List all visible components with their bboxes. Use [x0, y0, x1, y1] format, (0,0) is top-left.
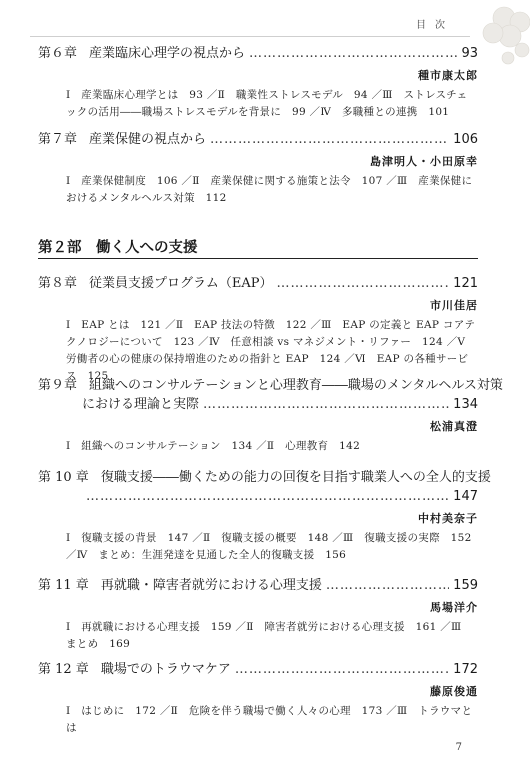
chapter-12-entry	[38, 660, 478, 737]
chapter-number: 第 11 章	[38, 578, 89, 593]
chapter-7-entry	[38, 130, 478, 207]
leader-dots	[86, 487, 449, 506]
page-number: 7	[455, 742, 462, 753]
leader-dots	[277, 274, 450, 293]
chapter-sections: Ⅰ 再就職における心理支援 159 ／Ⅱ 障害者就労における心理支援 161 ／Ⅲ まとめ 169	[66, 621, 473, 650]
chapter-number: 第 12 章	[38, 662, 89, 677]
chapter-author: 種市康太郎	[418, 69, 478, 82]
header-rule	[30, 36, 470, 37]
part-rule	[38, 258, 478, 259]
chapter-title: 産業保健の視点から	[89, 132, 207, 147]
chapter-author: 市川佳居	[430, 299, 478, 312]
chapter-page: 159	[453, 578, 478, 593]
chapter-page: 147	[453, 489, 478, 504]
chapter-author: 松浦真澄	[430, 420, 478, 433]
chapter-sections: Ⅰ はじめに 172 ／Ⅱ 危険を伴う職場で働く人々の心理 173 ／Ⅲ トラウマとは	[66, 705, 473, 734]
chapter-page: 93	[461, 46, 478, 61]
chapter-sections: Ⅰ EAP とは 121 ／Ⅱ EAP 技法の特徴 122 ／Ⅲ EAP の定義と EAP コアテクノロジーについて 123 ／Ⅳ 任意相談 vs マネジメント・リファー 124 ／Ⅴ 労働者の心の健康の保持増進のための指針と EAP 124 ／Ⅵ EAP の各種サービス 125	[66, 319, 477, 382]
chapter-number: 第６章	[38, 46, 78, 61]
chapter-9-entry	[38, 376, 503, 455]
leader-dots	[210, 130, 449, 149]
chapter-page: 134	[453, 397, 478, 412]
chapter-page: 172	[453, 662, 478, 677]
chapter-author: 馬場洋介	[430, 601, 478, 614]
chapter-6-entry	[38, 44, 478, 121]
chapter-title: 産業臨床心理学の視点から	[89, 46, 246, 61]
chapter-title: 職場でのトラウマケア	[100, 662, 231, 677]
chapter-title: 再就職・障害者就労における心理支援	[100, 578, 322, 593]
chapter-number: 第７章	[38, 132, 78, 147]
chapter-sections: Ⅰ 産業保健制度 106 ／Ⅱ 産業保健に関する施策と法令 107 ／Ⅲ 産業保健におけるメンタルヘルス対策 112	[66, 175, 473, 204]
part-heading: 第２部 働く人への支援	[38, 240, 198, 256]
chapter-title: 組織へのコンサルテーションと心理教育――職場のメンタルヘルス対策	[89, 378, 503, 393]
chapter-sections: Ⅰ 産業臨床心理学とは 93 ／Ⅱ 職業性ストレスモデル 94 ／Ⅲ ストレスチェックの活用――職場ストレスモデルを背景に 99 ／Ⅳ 多職種との連携 101	[66, 89, 468, 118]
chapter-author: 島津明人・小田原幸	[370, 155, 478, 168]
chapter-title: 復職支援――働くための能力の回復を目指す職業人への全人的支援	[100, 470, 491, 485]
chapter-page: 121	[453, 276, 478, 291]
chapter-sections: Ⅰ 復職支援の背景 147 ／Ⅱ 復職支援の概要 148 ／Ⅲ 復職支援の実際 152 ／Ⅳ まとめ：生涯発達を見通した全人的復職支援 156	[66, 532, 472, 561]
chapter-11-entry	[38, 576, 478, 653]
leader-dots	[235, 660, 449, 679]
chapter-title: 従業員支援プログラム（EAP）	[89, 276, 273, 291]
chapter-number: 第９章	[38, 378, 78, 393]
chapter-10-entry	[38, 468, 491, 564]
chapter-title-continued: における理論と実際	[82, 397, 200, 412]
chapter-number: 第８章	[38, 276, 78, 291]
chapter-8-entry	[38, 274, 478, 385]
running-header: 目次	[416, 20, 454, 31]
chapter-author: 中村美奈子	[418, 512, 478, 525]
leader-dots	[203, 395, 449, 414]
chapter-page: 106	[453, 132, 478, 147]
chapter-author: 藤原俊通	[430, 685, 478, 698]
chapter-number: 第 10 章	[38, 470, 89, 485]
leader-dots	[249, 44, 457, 63]
leader-dots	[326, 576, 449, 595]
chapter-sections: Ⅰ 組織へのコンサルテーション 134 ／Ⅱ 心理教育 142	[66, 440, 361, 452]
